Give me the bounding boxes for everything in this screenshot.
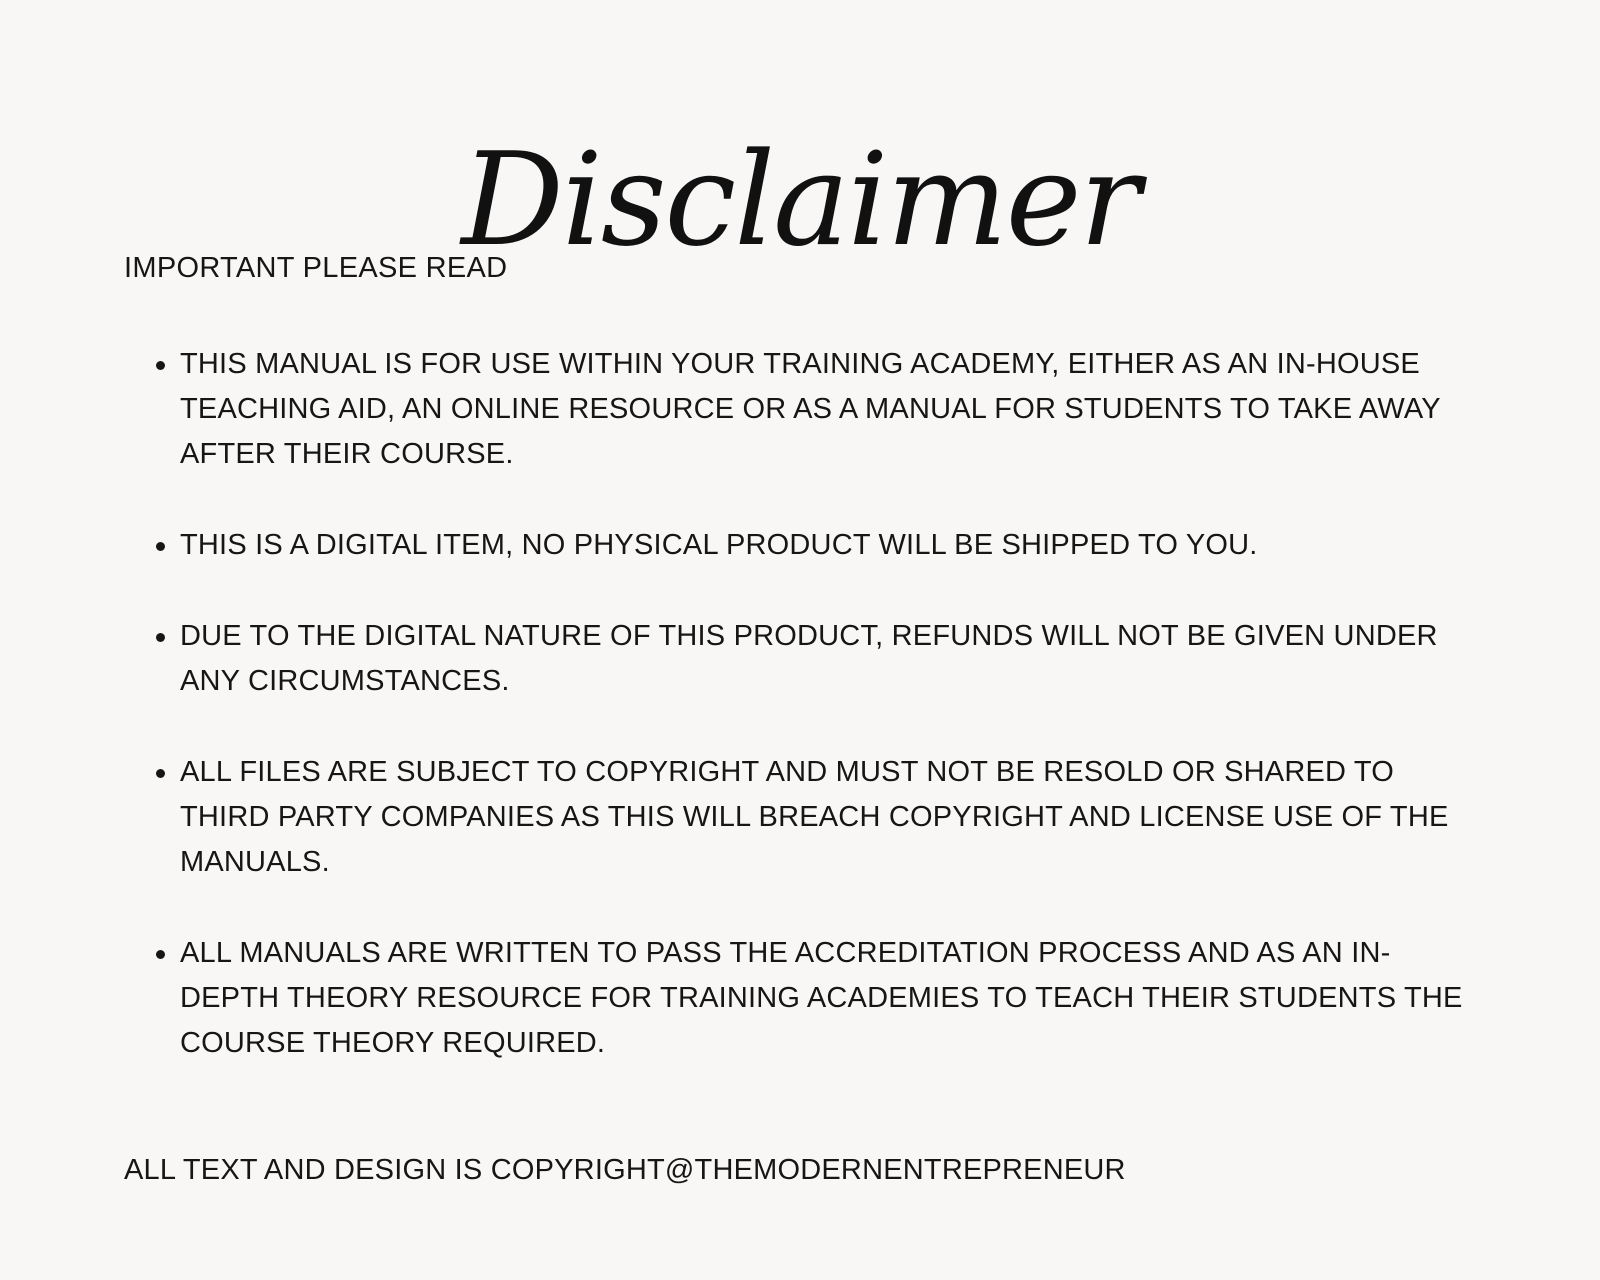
copyright-footer: ALL TEXT AND DESIGN IS COPYRIGHT@THEMODERNENTREPRENEUR <box>124 1154 1126 1186</box>
intro-heading: IMPORTANT PLEASE READ <box>124 252 508 284</box>
bullet-icon <box>156 950 165 959</box>
bullet-icon <box>156 633 165 642</box>
disclaimer-item <box>180 750 1480 885</box>
disclaimer-item-text: ALL MANUALS ARE WRITTEN TO PASS THE ACCREDITATION PROCESS AND AS AN IN-DEPTH THEORY RESOURCE FOR TRAINING ACADEMIES TO TEACH THEIR STUDENTS THE COURSE THEORY REQUIRED. <box>180 937 1463 1059</box>
disclaimer-item-text: ALL FILES ARE SUBJECT TO COPYRIGHT AND MUST NOT BE RESOLD OR SHARED TO THIRD PARTY COMPANIES AS THIS WILL BREACH COPYRIGHT AND LICENSE USE OF THE MANUALS. <box>180 756 1449 878</box>
disclaimer-list <box>180 342 1480 1112</box>
disclaimer-item <box>180 614 1480 704</box>
bullet-icon <box>156 361 165 370</box>
disclaimer-item <box>180 342 1480 477</box>
bullet-icon <box>156 542 165 551</box>
bullet-icon <box>156 769 165 778</box>
page-title: Disclaimer <box>461 125 1139 275</box>
disclaimer-item <box>180 523 1480 568</box>
disclaimer-item-text: THIS IS A DIGITAL ITEM, NO PHYSICAL PRODUCT WILL BE SHIPPED TO YOU. <box>180 529 1258 561</box>
disclaimer-item <box>180 931 1480 1066</box>
disclaimer-item-text: DUE TO THE DIGITAL NATURE OF THIS PRODUCT, REFUNDS WILL NOT BE GIVEN UNDER ANY CIRCUMSTANCES. <box>180 620 1438 697</box>
disclaimer-item-text: THIS MANUAL IS FOR USE WITHIN YOUR TRAINING ACADEMY, EITHER AS AN IN-HOUSE TEACHING AID, AN ONLINE RESOURCE OR AS A MANUAL FOR STUDENTS TO TAKE AWAY AFTER THEIR COURSE. <box>180 348 1441 470</box>
